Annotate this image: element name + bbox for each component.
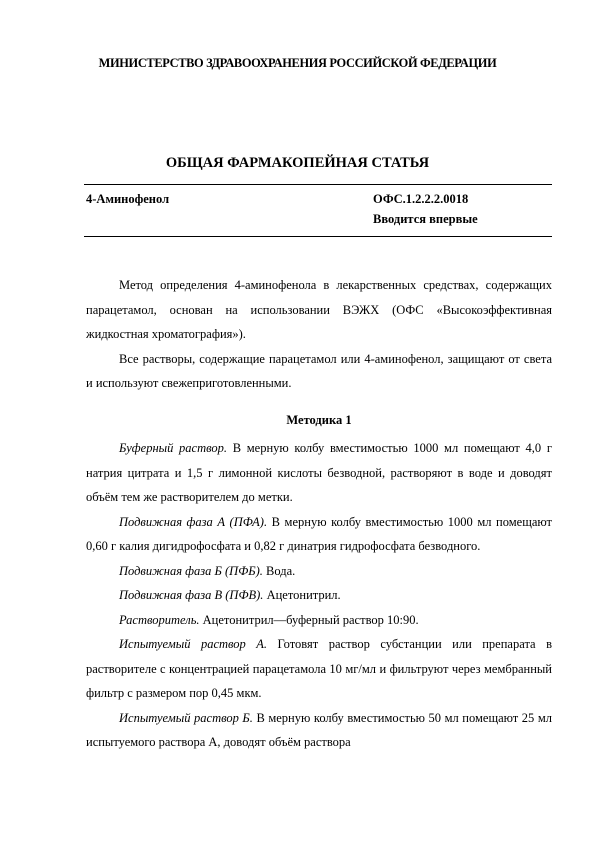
solvent-text: Ацетонитрил—буферный раствор 10:90. <box>199 612 419 627</box>
intro-paragraph-1: Метод определения 4-аминофенола в лекарственных средствах, содержащих парацетамол, основан на использовании ВЭЖХ (ОФС «Высокоэффективная жидкостная хроматография»). <box>86 278 552 341</box>
article-note: Вводится впервые <box>373 212 478 226</box>
test-b-label: Испытуемый раствор Б. <box>119 710 253 725</box>
method-title: Методика 1 <box>286 412 352 427</box>
test-a-text: Готовят раствор субстанции или препарата в растворителе с концентрацией парацетамола 10 мг/мл и фильтруют через мембранный фильтр с размером пор 0,45 мкм. <box>86 637 552 700</box>
solvent-paragraph <box>86 608 552 633</box>
test-a-paragraph <box>86 632 552 706</box>
pfv-text: Ацетонитрил. <box>263 588 341 602</box>
article-name: 4-Аминофенол <box>86 192 170 206</box>
ministry-header: МИНИСТЕРСТВО ЗДРАВООХРАНЕНИЯ РОССИЙСКОЙ ФЕДЕРАЦИИ <box>98 56 497 70</box>
buffer-label: Буферный раствор. <box>119 441 228 455</box>
top-rule <box>84 184 552 185</box>
pfb-text: Вода. <box>262 563 296 578</box>
test-b-paragraph <box>86 706 552 755</box>
pfa-paragraph <box>86 510 552 559</box>
pfa-label: Подвижная фаза А (ПФА). <box>119 514 268 529</box>
article-body <box>86 273 552 755</box>
pfa-text: В мерную колбу вместимостью 1000 мл помещают 0,60 г калия дигидрофосфата и 0,82 г динатрия гидрофосфата безводного. <box>86 514 553 553</box>
pfb-paragraph <box>86 559 552 584</box>
intro-paragraph-2: Все растворы, содержащие парацетамол или 4-аминофенол, защищают от света и используют свежеприготовленными. <box>86 351 552 390</box>
pfv-paragraph <box>86 583 552 608</box>
article-code: ОФС.1.2.2.2.0018 <box>373 192 469 206</box>
test-b-text: В мерную колбу вместимостью 50 мл помещают 25 мл испытуемого раствора А, доводят объём раствора <box>86 710 552 749</box>
pfb-label: Подвижная фаза Б (ПФБ). <box>119 563 263 578</box>
test-a-label: Испытуемый раствор А. <box>119 637 268 651</box>
bottom-rule <box>84 236 552 237</box>
buffer-text: В мерную колбу вместимостью 1000 мл помещают 4,0 г натрия цитрата и 1,5 г лимонной кислоты безводной, растворяют в воде и доводят объём тем же растворителем до метки. <box>86 441 552 504</box>
buffer-paragraph <box>86 436 552 510</box>
solvent-label: Растворитель. <box>119 612 200 627</box>
document-title: ОБЩАЯ ФАРМАКОПЕЙНАЯ СТАТЬЯ <box>165 155 430 171</box>
pfv-label: Подвижная фаза В (ПФВ). <box>119 588 264 602</box>
